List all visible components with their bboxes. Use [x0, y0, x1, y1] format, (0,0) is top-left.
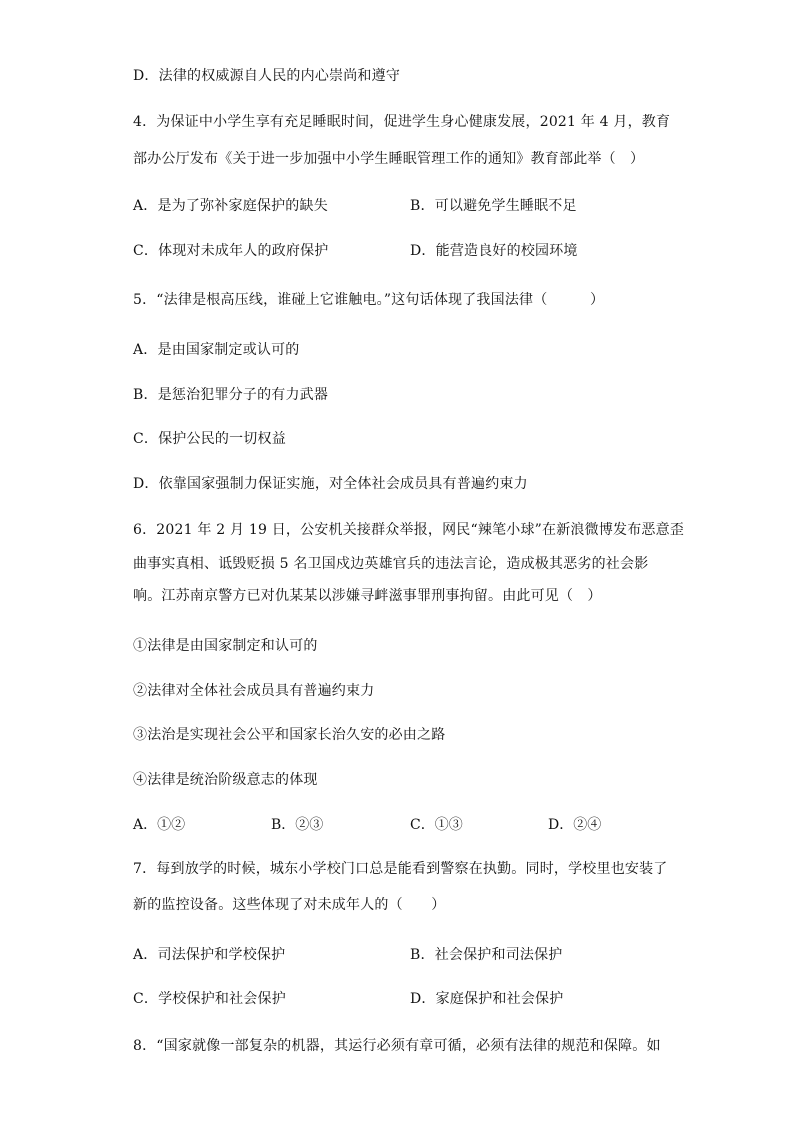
q7-stem-line1: 7．每到放学的时候，城东小学校门口总是能看到警察在执勤。同时，学校里也安装了 — [133, 861, 668, 877]
q6-option-b: B．②③ — [271, 817, 324, 833]
q5-option-d: D．依靠国家强制力保证实施，对全体社会成员具有普遍约束力 — [133, 476, 528, 492]
q8-stem-line1: 8．“国家就像一部复杂的机器，其运行必须有章可循，必须有法律的规范和保障。如 — [133, 1038, 661, 1054]
q6-item-3: ③法治是实现社会公平和国家长治久安的必由之路 — [133, 727, 446, 743]
q6-option-c: C．①③ — [410, 817, 463, 833]
q5-option-c: C．保护公民的一切权益 — [133, 431, 286, 447]
q7-stem-line2: 新的监控设备。这些体现了对未成年人的（ ） — [133, 897, 446, 913]
q4-option-c: C．体现对未成年人的政府保护 — [133, 243, 329, 259]
q5-option-b: B．是惩治犯罪分子的有力武器 — [133, 387, 329, 403]
q7-option-d: D．家庭保护和社会保护 — [410, 991, 564, 1007]
q4-option-b: B．可以避免学生睡眠不足 — [410, 198, 577, 214]
q7-option-c: C．学校保护和社会保护 — [133, 991, 286, 1007]
q6-item-2: ②法律对全体社会成员具有普遍约束力 — [133, 683, 375, 699]
q6-stem-line3: 响。江苏南京警方已对仇某某以涉嫌寻衅滋事罪刑事拘留。由此可见（ ） — [133, 588, 602, 604]
q7-option-b: B．社会保护和司法保护 — [410, 947, 563, 963]
q4-option-a: A．是为了弥补家庭保护的缺失 — [133, 198, 328, 214]
q4-option-d: D．能营造良好的校园环境 — [410, 243, 578, 259]
q6-option-a: A．①② — [133, 817, 186, 833]
q4-stem-line2: 部办公厅发布《关于进一步加强中小学生睡眠管理工作的通知》教育部此举（ ） — [133, 151, 645, 167]
q6-stem-line1: 6．2021 年 2 月 19 日，公安机关接群众举报，网民“辣笔小球”在新浪微博发布恶意歪 — [133, 522, 685, 538]
q4-stem-line1: 4．为保证中小学生享有充足睡眠时间，促进学生身心健康发展，2021 年 4 月，教育 — [133, 114, 671, 130]
q6-option-d: D．②④ — [548, 817, 602, 833]
q7-option-a: A．司法保护和学校保护 — [133, 947, 286, 963]
q6-item-1: ①法律是由国家制定和认可的 — [133, 638, 318, 654]
q5-stem: 5．“法律是根高压线，谁碰上它谁触电。”这句话体现了我国法律（ ） — [133, 292, 605, 308]
q3-option-d: D．法律的权威源自人民的内心崇尚和遵守 — [133, 68, 401, 84]
q5-option-a: A．是由国家制定或认可的 — [133, 342, 300, 358]
q6-item-4: ④法律是统治阶级意志的体现 — [133, 772, 318, 788]
q6-stem-line2: 曲事实真相、诋毁贬损 5 名卫国戍边英雄官兵的违法言论，造成极其恶劣的社会影 — [133, 556, 649, 572]
